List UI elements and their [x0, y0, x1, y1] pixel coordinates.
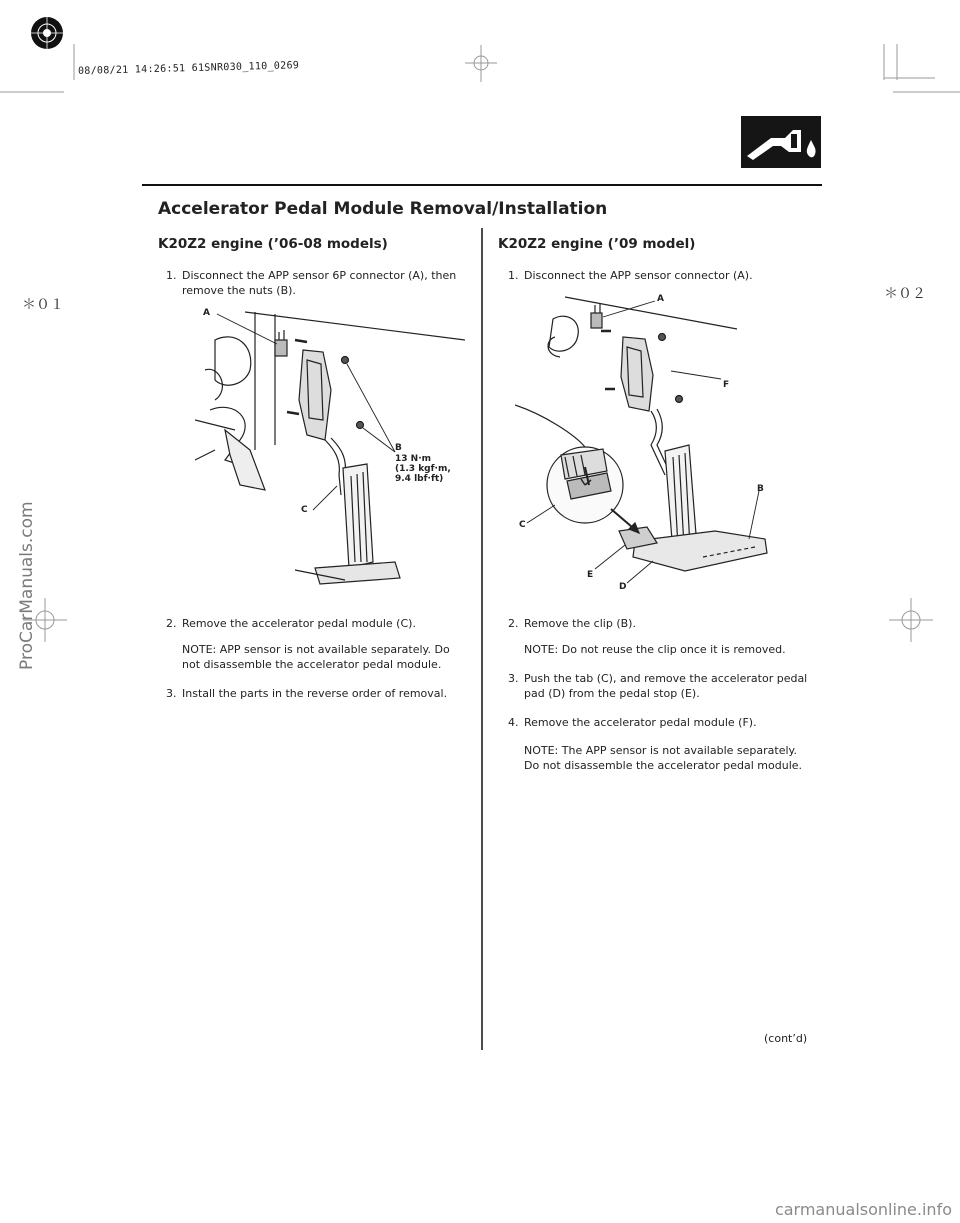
- callout-c: C: [519, 520, 526, 530]
- callout-e: E: [587, 570, 594, 580]
- step-number: 3.: [508, 672, 519, 685]
- right-note-2: NOTE: Do not reuse the clip once it is removed.: [524, 643, 786, 656]
- step-text: Disconnect the APP sensor connector (A).: [524, 269, 753, 282]
- right-step-1: [508, 268, 808, 283]
- step-number: 2.: [166, 617, 177, 630]
- right-heading: K20Z2 engine (’09 model): [498, 236, 696, 252]
- crosshair-icon: [465, 45, 497, 82]
- left-step-3: [166, 686, 466, 701]
- callout-f: F: [723, 380, 730, 390]
- left-pedal-illustration: [195, 300, 465, 595]
- step-text: Remove the accelerator pedal module (F).: [524, 716, 757, 729]
- callout-c: C: [301, 505, 308, 515]
- right-step-4: [508, 715, 808, 730]
- step-text: Push the tab (C), and remove the accelerator pedal pad (D) from the pedal stop (E).: [524, 672, 808, 700]
- right-step-3: [508, 671, 808, 701]
- callout-a: A: [657, 294, 664, 304]
- step-number: 3.: [166, 687, 177, 700]
- right-pedal-illustration: [515, 285, 785, 595]
- callout-b: B: [395, 443, 402, 453]
- step-number: 1.: [508, 269, 519, 282]
- left-heading: K20Z2 engine (’06-08 models): [158, 236, 388, 252]
- step-number: 2.: [508, 617, 519, 630]
- left-step-2: [166, 616, 466, 631]
- crosshair-icon: [889, 598, 933, 642]
- step-number: 4.: [508, 716, 519, 729]
- callout-b: B: [757, 484, 764, 494]
- torque-line-2: (1.3 kgf·m,: [395, 464, 451, 474]
- torque-line-1: 13 N·m: [395, 454, 431, 464]
- step-text: Install the parts in the reverse order of removal.: [182, 687, 448, 700]
- continued-label: (cont’d): [764, 1032, 808, 1045]
- torque-line-3: 9.4 lbf·ft): [395, 474, 444, 484]
- callout-a: A: [203, 308, 210, 318]
- right-step-2: [508, 616, 808, 631]
- margin-mark-left: ＊０１: [22, 297, 64, 313]
- step-text: Remove the clip (B).: [524, 617, 636, 630]
- fuel-nozzle-icon: [741, 116, 821, 168]
- page-title: Accelerator Pedal Module Removal/Installation: [158, 199, 608, 219]
- registration-target-icon: [20, 6, 74, 60]
- left-step-1: [166, 268, 466, 298]
- bottom-watermark: carmanualsonline.info: [774, 1200, 952, 1219]
- callout-d: D: [619, 582, 627, 592]
- side-watermark: ProCarManuals.com: [17, 501, 37, 670]
- step-text: Remove the accelerator pedal module (C).: [182, 617, 416, 630]
- step-number: 1.: [166, 269, 177, 282]
- left-note-2: NOTE: APP sensor is not available separately. Do not disassemble the accelerator pedal module.: [182, 643, 450, 671]
- step-text: Disconnect the APP sensor 6P connector (A), then remove the nuts (B).: [182, 269, 457, 297]
- margin-mark-right: ＊０２: [884, 286, 926, 302]
- right-note-4: NOTE: The APP sensor is not available separately. Do not disassemble the accelerator pedal module.: [524, 744, 803, 772]
- print-stamp: 08/08/21 14:26:51 61SNR030_110_0269: [77, 60, 300, 77]
